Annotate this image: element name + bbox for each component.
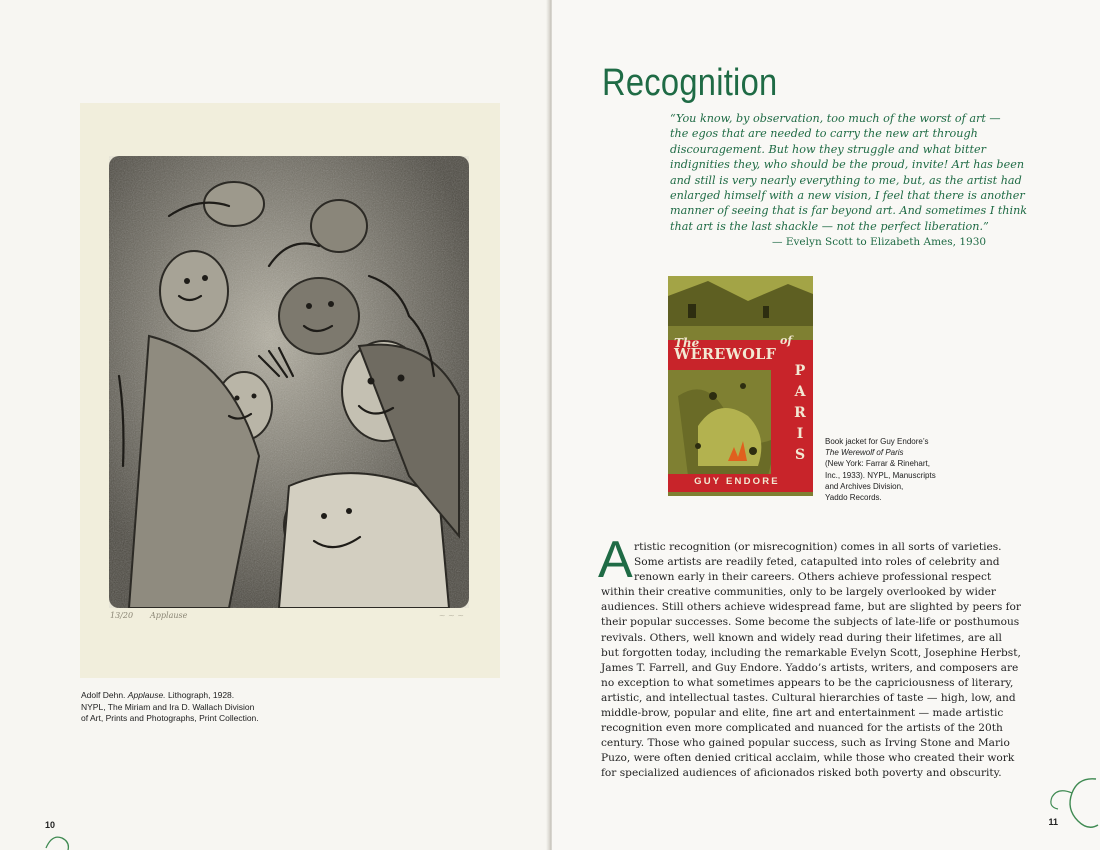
plate-pencil-notes (110, 611, 470, 627)
jacket-caption-line: Book jacket for Guy Endore’s (825, 437, 929, 446)
body-line: but forgotten today, including the remarkable Evelyn Scott, Josephine Herbst, (601, 646, 1021, 659)
body-line: James T. Farrell, and Guy Endore. Yaddo’s artists, writers, and composers are (601, 661, 1019, 674)
lithograph-plate (80, 103, 500, 678)
jacket-caption (825, 436, 955, 503)
caption-line-2: NYPL, The Miriam and Ira D. Wallach Division (81, 701, 255, 712)
caption-work-title: Applause. (127, 690, 166, 700)
quote-line: manner of seeing that is far beyond art. And sometimes I think (670, 204, 1028, 218)
quote-attribution: — Evelyn Scott to Elizabeth Ames, 1930 (772, 236, 987, 248)
jacket-paris-letter: R (794, 405, 806, 421)
caption-line-3: of Art, Prints and Photographs, Print Collection. (81, 713, 259, 723)
body-paragraph (601, 540, 1021, 782)
body-line: audiences. Still others achieve widespread fame, but are slighted by peers for (601, 601, 1021, 614)
drop-cap: A (598, 531, 633, 589)
page-title: Recognition (602, 62, 778, 104)
quote-line: enlarged himself with a new vision, I feel that there is another (670, 189, 1025, 203)
caption-medium: Lithograph, 1928. (167, 690, 235, 700)
body-line: within their creative communities, only to be largely overlooked by wider (601, 586, 996, 599)
jacket-title-the: The (674, 336, 700, 350)
quote-line: that art is the last shackle — not the perfect liberation.” (670, 219, 989, 233)
pencil-title: Applause (150, 611, 188, 620)
jacket-paris-letter: S (794, 447, 806, 463)
artist-signature: ~ ~ ~ (438, 611, 464, 620)
jacket-caption-line: and Archives Division, (825, 481, 904, 491)
body-line: middle-brow, popular and elite, fine art and entertainment — made artistic (601, 707, 1004, 720)
body-line: renown early in their careers. Others achieve professional respect (634, 571, 992, 584)
body-line: Some artists are readily feted, catapulted into roles of celebrity and (634, 556, 1000, 569)
quote-line: “You know, by observation, too much of the worst of art — (670, 112, 1001, 125)
quote-line: indignities they, who should be the proud, invite! Art has been (670, 158, 1025, 172)
body-line: artistic, and intellectual tastes. Cultural hierarchies of taste — high, low, and (601, 691, 1016, 704)
right-page (552, 0, 1100, 850)
jacket-caption-line: (New York: Farrar & Rinehart, (825, 459, 930, 469)
jacket-title-paris (791, 361, 809, 466)
book-jacket-image (668, 276, 813, 496)
body-line: their popular successes. Some become the subjects of late-life or posthumous (601, 616, 1020, 629)
applause-lithograph-image (109, 156, 469, 608)
jacket-caption-book-title: The Werewolf of Paris (825, 448, 904, 458)
quote-line: discouragement. But how they struggle and what bitter (670, 142, 986, 156)
edition-number: 13/20 (110, 611, 134, 620)
quote-line: the egos that are needed to carry the new art through (670, 127, 978, 141)
jacket-caption-line: Inc., 1933). NYPL, Manuscripts (825, 470, 936, 480)
quote-line: and still is very nearly everything to me, but, as the artist had (670, 173, 1022, 187)
swirl-ornament-icon (44, 832, 74, 850)
left-page (0, 0, 548, 850)
body-line: rtistic recognition (or misrecognition) comes in all sorts of varieties. (634, 541, 1002, 553)
epigraph-quote (670, 111, 1028, 234)
page-number-left: 10 (45, 820, 56, 830)
jacket-author: GUY ENDORE (694, 476, 780, 487)
caption-artist: Adolf Dehn. (81, 690, 126, 700)
body-line: Puzo, were often denied critical acclaim, while those who created their work (601, 752, 1015, 765)
body-line: century. Those who gained popular success, such as Irving Stone and Mario (601, 737, 1010, 750)
jacket-paris-letter: P (794, 363, 806, 379)
jacket-paris-letter: I (796, 426, 804, 442)
artwork-caption (81, 690, 381, 725)
body-line: no exception to what sometimes appears to be the capriciousness of literary, (601, 676, 1014, 689)
body-line: for specialized audiences of aficionados risked both poverty and obscurity. (601, 767, 1002, 780)
body-line: revivals. Others, well known and widely read during their lifetimes, are all (601, 631, 1002, 644)
jacket-title-werewolf: WEREWOLF (674, 346, 777, 363)
page-number-right: 11 (1048, 817, 1058, 827)
body-line: recognition even more complicated and nuanced for the artists of the 20th (601, 722, 1003, 735)
jacket-paris-letter: A (794, 384, 806, 400)
jacket-title-of: of (780, 334, 793, 347)
jacket-caption-line: Yaddo Records. (825, 493, 882, 503)
